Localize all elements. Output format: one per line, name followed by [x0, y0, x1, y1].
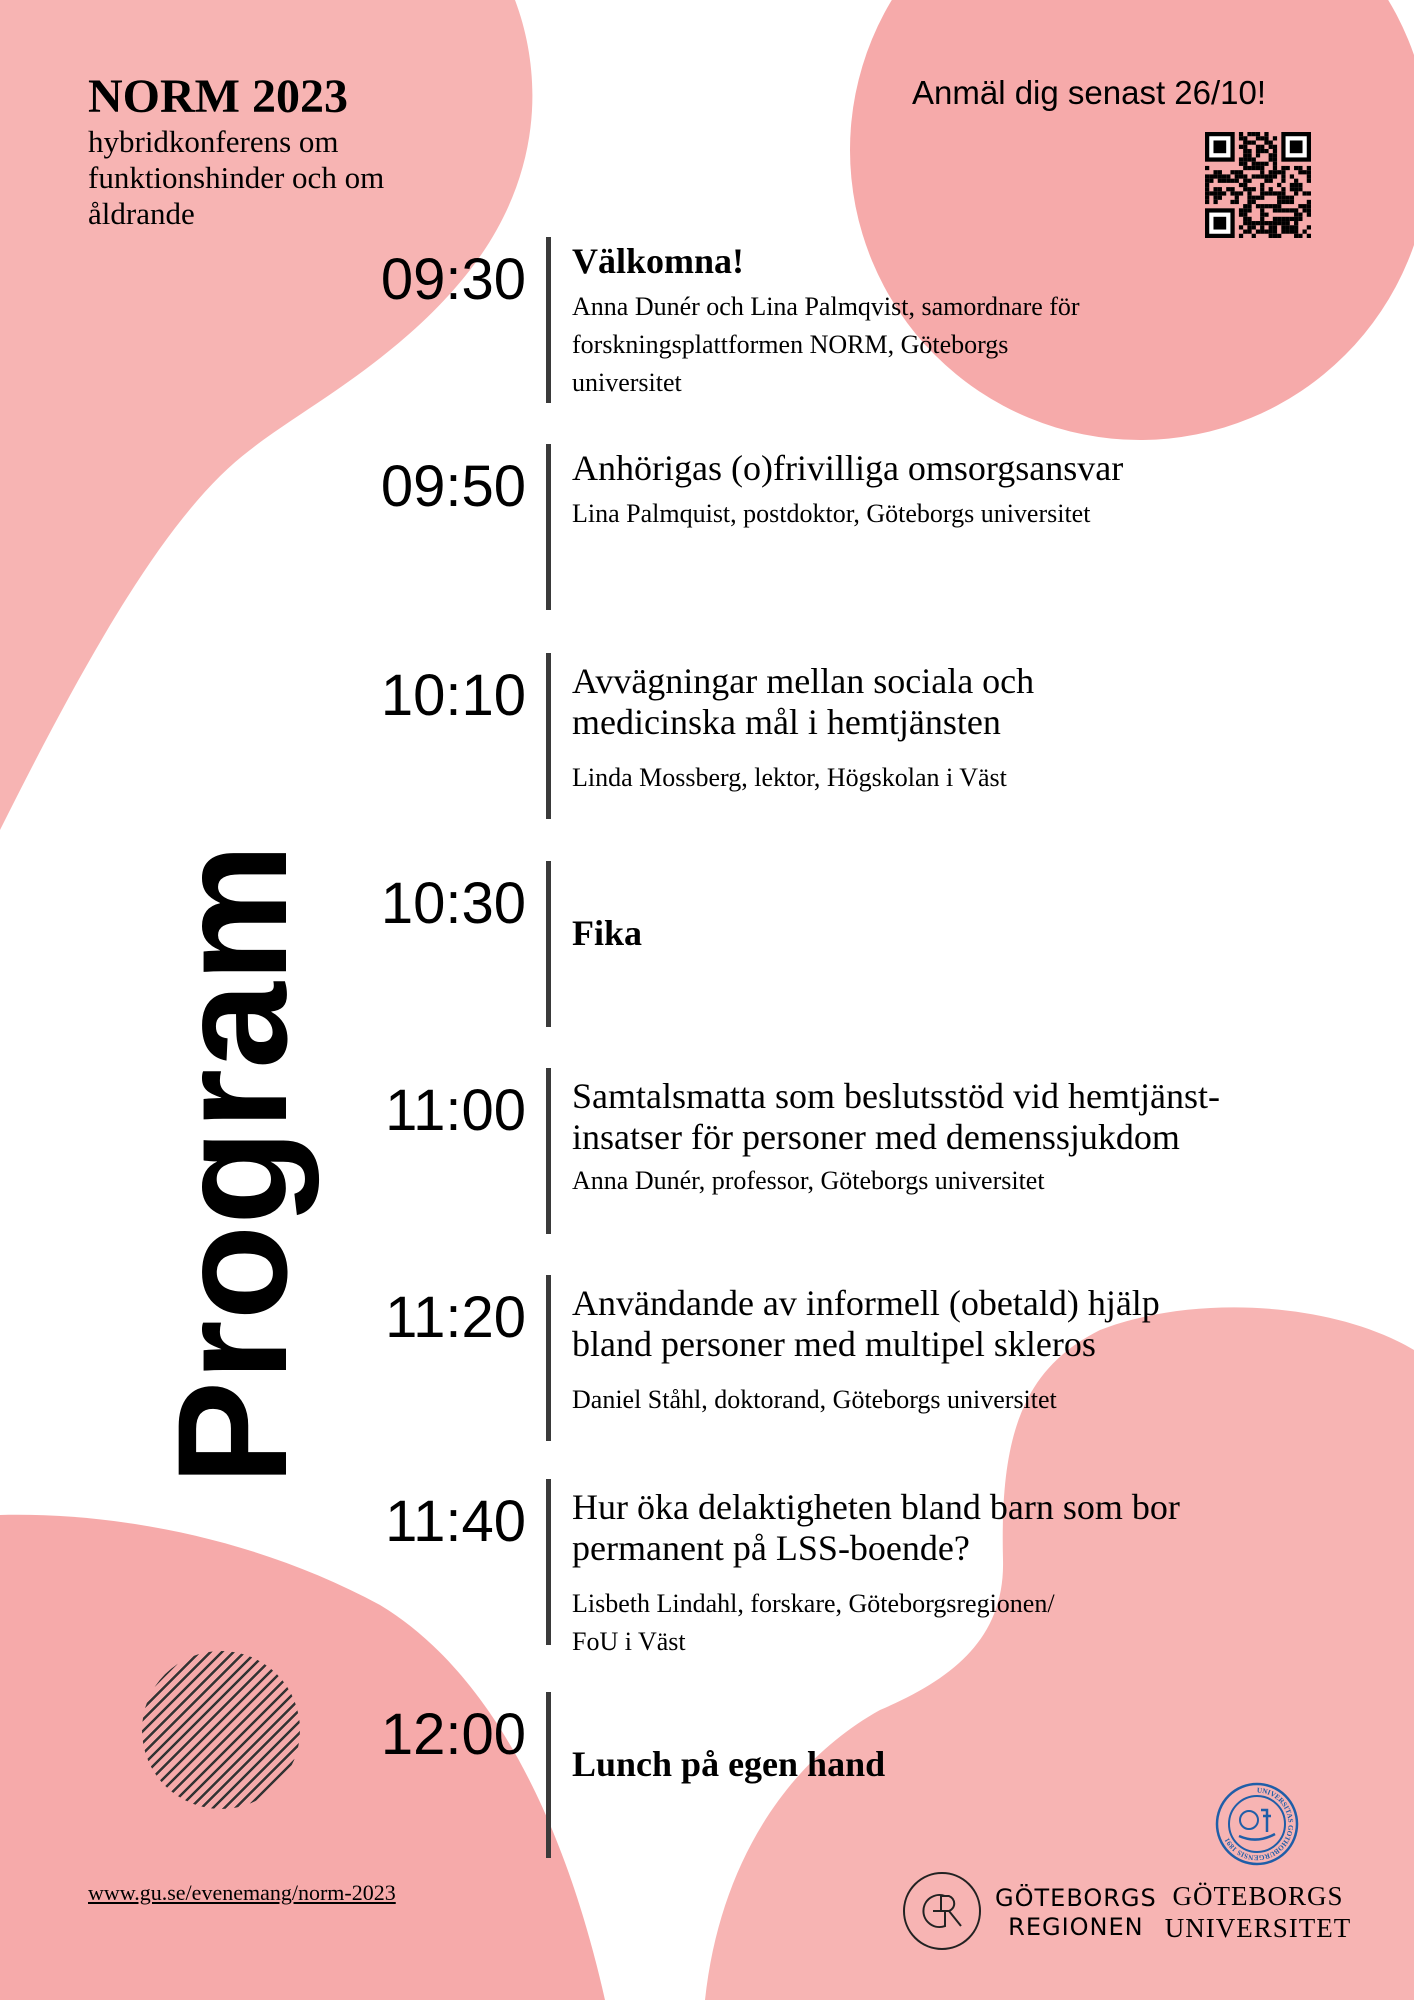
session-title: insatser för personer med demenssjukdom: [572, 1117, 1180, 1157]
session-speaker: Lisbeth Lindahl, forskare, Göteborgsregionen/: [572, 1589, 1055, 1618]
schedule-item: [0, 1275, 1414, 1441]
session-title: Användande av informell (obetald) hjälp: [572, 1283, 1160, 1323]
gr-logo-line1: GÖTEBORGS: [995, 1884, 1157, 1912]
timeline-bar: [546, 1068, 551, 1234]
goteborgs-universitet-logo-text: [1160, 1880, 1356, 1944]
session-speaker: Linda Mossberg, lektor, Högskolan i Väst: [572, 763, 1007, 792]
university-seal-text: [1223, 1786, 1295, 1861]
qr-code-icon[interactable]: [1205, 132, 1311, 238]
program-heading: Program: [146, 843, 320, 1485]
schedule-item: [0, 653, 1414, 819]
schedule-time: 11:40: [385, 1489, 526, 1554]
session-title: Avvägningar mellan sociala och: [572, 661, 1035, 701]
schedule-item: [0, 861, 1414, 1027]
session-speaker: Anna Dunér, professor, Göteborgs universitet: [572, 1166, 1045, 1195]
conference-title: NORM 2023: [88, 70, 348, 123]
timeline-bar: [546, 1479, 551, 1645]
timeline-bar: [546, 1692, 551, 1858]
schedule-time: 12:00: [380, 1702, 526, 1767]
timeline-bar: [546, 1275, 551, 1441]
session-speaker: Anna Dunér och Lina Palmqvist, samordnare för: [572, 292, 1080, 321]
timeline-bar: [546, 653, 551, 819]
event-url-link[interactable]: www.gu.se/evenemang/norm-2023: [88, 1880, 396, 1905]
conference-subtitle: hybridkonferens om funktionshinder och om åldrande: [88, 124, 385, 231]
session-title: Fika: [572, 913, 643, 953]
gu-logo-line2: UNIVERSITET: [1164, 1913, 1352, 1943]
university-seal-icon: [1215, 1782, 1299, 1866]
session-speaker: FoU i Väst: [572, 1627, 686, 1656]
schedule-time: 09:30: [380, 247, 526, 312]
session-title: permanent på LSS-boende?: [572, 1528, 970, 1568]
schedule-time: 10:10: [380, 663, 526, 728]
goteborgsregionen-logo-icon: [903, 1872, 981, 1950]
gu-logo-line1: GÖTEBORGS: [1172, 1881, 1344, 1911]
schedule-item: [0, 444, 1414, 610]
schedule-time: 11:20: [385, 1285, 526, 1350]
session-speaker: forskningsplattformen NORM, Göteborgs: [572, 330, 1009, 359]
session-title: Välkomna!: [572, 241, 745, 281]
schedule-item: [0, 237, 1414, 403]
session-speaker: universitet: [572, 368, 682, 397]
schedule-time: 10:30: [380, 871, 526, 936]
session-title: Lunch på egen hand: [572, 1744, 886, 1784]
goteborgsregionen-logo-text: [995, 1884, 1157, 1942]
gr-logo-line2: REGIONEN: [1008, 1913, 1144, 1941]
schedule-item: [0, 1068, 1414, 1234]
signup-deadline: Anmäl dig senast 26/10!: [912, 74, 1267, 111]
hatched-circle-decoration: [142, 1651, 300, 1809]
schedule-time: 11:00: [385, 1078, 526, 1143]
timeline-bar: [546, 444, 551, 610]
session-speaker: Daniel Ståhl, doktorand, Göteborgs universitet: [572, 1385, 1057, 1414]
session-speaker: Lina Palmquist, postdoktor, Göteborgs universitet: [572, 499, 1091, 528]
session-title: medicinska mål i hemtjänsten: [572, 702, 1001, 742]
session-title: Anhörigas (o)frivilliga omsorgsansvar: [572, 448, 1124, 488]
timeline-bar: [546, 237, 551, 403]
session-title: Samtalsmatta som beslutsstöd vid hemtjänst-: [572, 1076, 1220, 1116]
session-title: bland personer med multipel skleros: [572, 1324, 1096, 1364]
schedule-item: [0, 1479, 1414, 1656]
session-title: Hur öka delaktigheten bland barn som bor: [572, 1487, 1180, 1527]
schedule-time: 09:50: [380, 454, 526, 519]
university-seal-text-path: UNIVERSITAS GOTHOBURGENSIS 1891: [1223, 1786, 1295, 1862]
timeline-bar: [546, 861, 551, 1027]
